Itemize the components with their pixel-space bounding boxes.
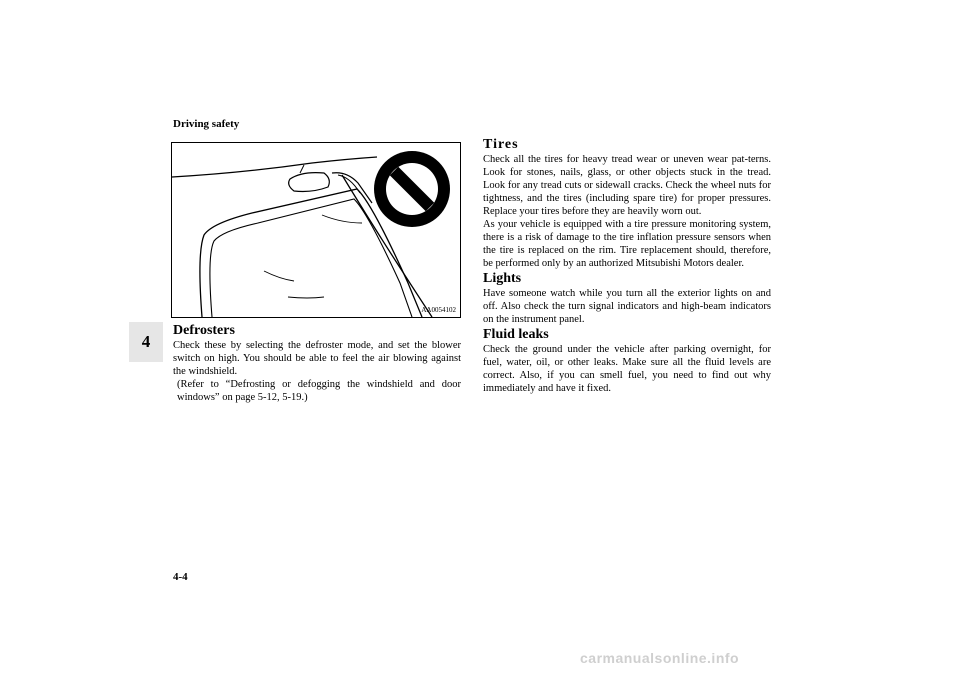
lights-body: Have someone watch while you turn all the exterior lights on and off. Also check the turn signal indicators and high-beam indicators on the instrument panel. bbox=[483, 288, 771, 325]
tires-paragraph-2: As your vehicle is equipped with a tire pressure monitoring system, there is a risk of damage to the tire inflation pressure sensors when the tire is replaced on the rim. Tire replacement should, therefore, be performed only by an authorized Mitsubishi Motors dealer. bbox=[483, 219, 771, 269]
chapter-tab: 4 bbox=[129, 322, 163, 362]
page-number: 4-4 bbox=[173, 571, 188, 583]
tires-paragraph-1: Check all the tires for heavy tread wear or uneven wear pat-terns. Look for stones, nails, glass, or other objects stuck in the tread. Look for any tread cuts or sidewall cracks. Check the wheel nuts for tightness, and the tires (including spare tire) for proper pressures. Replace your tires before they are heavily worn out. bbox=[483, 154, 771, 217]
defrosters-title: Defrosters bbox=[173, 323, 235, 338]
windshield-drawing bbox=[172, 143, 460, 317]
defrosters-body: Check these by selecting the defroster mode, and set the blower switch on high. You should be able to feel the air blowing against the windshield. bbox=[173, 340, 461, 377]
footer-watermark: carmanualsonline.info bbox=[580, 650, 740, 666]
lights-title: Lights bbox=[483, 271, 522, 286]
page-header: Driving safety bbox=[173, 118, 240, 130]
defrosters-section bbox=[173, 322, 461, 404]
right-column bbox=[483, 136, 771, 395]
defrosters-reference: (Refer to “Defrosting or defogging the windshield and door windows” on page 5-12, 5-19.) bbox=[177, 379, 461, 403]
fluid-leaks-body: Check the ground under the vehicle after parking overnight, for fuel, water, oil, or other leaks. Make sure all the fluid levels are correct. Also, if you can smell fuel, you need to find out why immediately and have it fixed. bbox=[483, 344, 771, 394]
prohibition-icon bbox=[374, 151, 450, 227]
figure-code: AA0054102 bbox=[421, 306, 456, 314]
fluid-leaks-title: Fluid leaks bbox=[483, 327, 549, 342]
tires-title: Tires bbox=[483, 137, 519, 152]
windshield-illustration bbox=[171, 142, 461, 318]
